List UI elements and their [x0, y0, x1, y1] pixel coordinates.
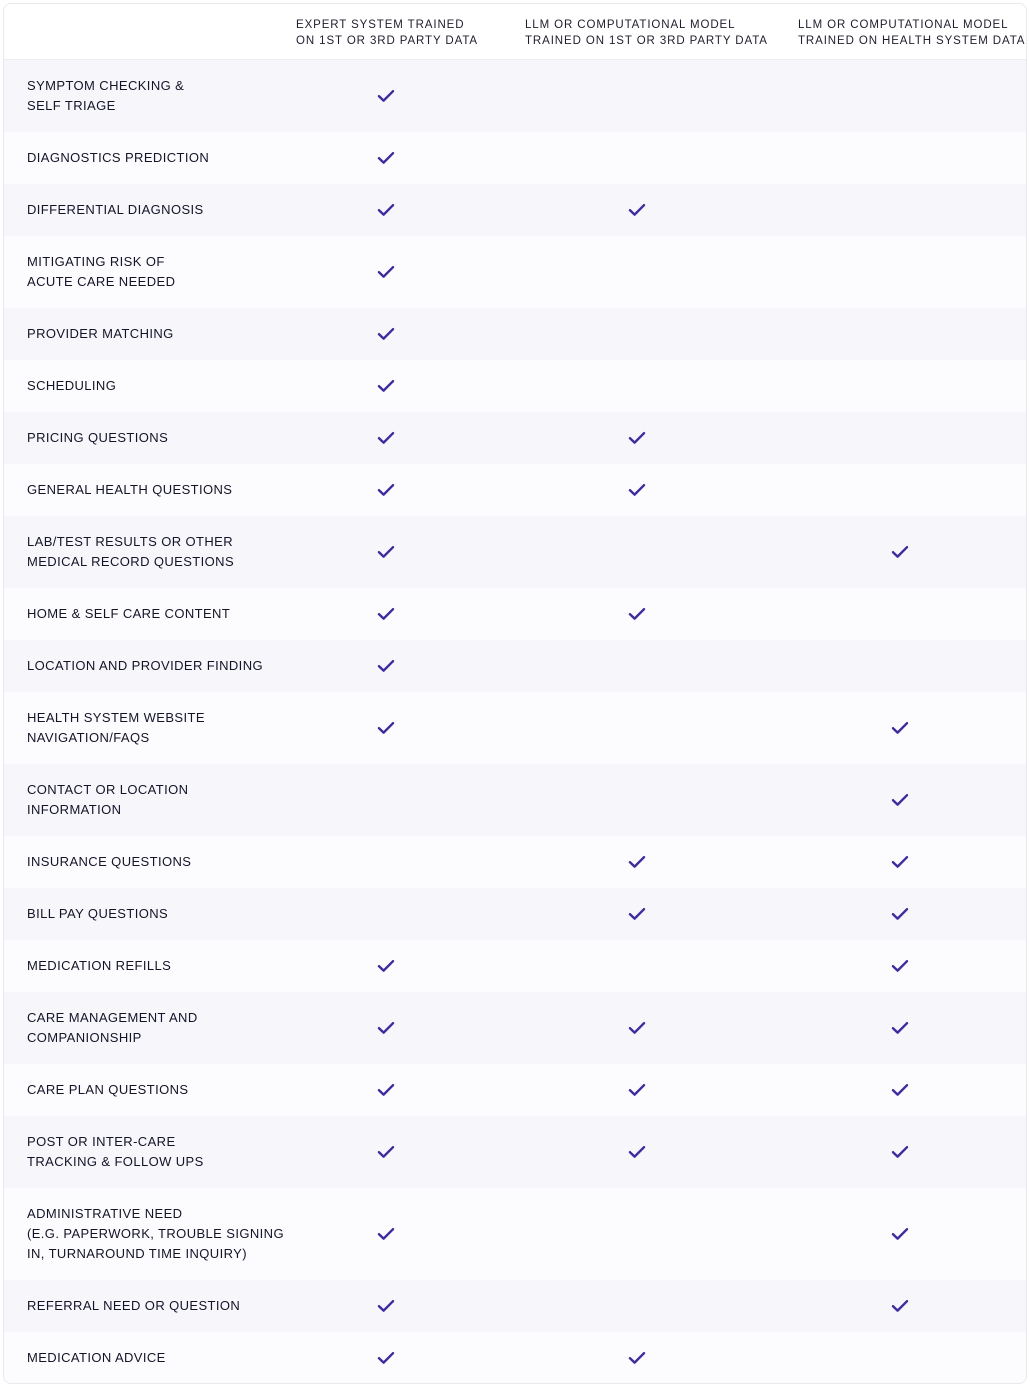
table-header [4, 4, 1026, 60]
table-row [4, 1332, 1026, 1384]
checkmark-icon [377, 959, 395, 973]
table-row [4, 360, 1026, 412]
row-label: MITIGATING RISK OF ACUTE CARE NEEDED [27, 254, 176, 289]
row-label: BILL PAY QUESTIONS [27, 906, 169, 921]
checkmark-icon [377, 327, 395, 341]
checkmark-icon [891, 1227, 909, 1241]
checkmark-icon [628, 1021, 646, 1035]
table-row [4, 1280, 1026, 1332]
row-label: LAB/TEST RESULTS OR OTHER MEDICAL RECORD QUESTIONS [27, 534, 235, 569]
checkmark-icon [891, 1021, 909, 1035]
checkmark-icon [377, 1145, 395, 1159]
table-row [4, 1064, 1026, 1116]
checkmark-icon [377, 545, 395, 559]
checkmark-icon [628, 1351, 646, 1365]
checkmark-icon [628, 907, 646, 921]
row-label: DIAGNOSTICS PREDICTION [27, 150, 210, 165]
table-row [4, 764, 1026, 836]
column-header-llm-health-system: LLM OR COMPUTATIONAL MODEL TRAINED ON HEALTH SYSTEM DATA [798, 19, 1026, 47]
table-row [4, 412, 1026, 464]
table-row [4, 184, 1026, 236]
checkmark-icon [891, 1145, 909, 1159]
checkmark-icon [377, 431, 395, 445]
table-row [4, 1188, 1026, 1280]
row-label: HEALTH SYSTEM WEBSITE NAVIGATION/FAQS [27, 710, 205, 745]
checkmark-icon [628, 483, 646, 497]
row-label: LOCATION AND PROVIDER FINDING [27, 658, 263, 673]
checkmark-icon [891, 793, 909, 807]
row-label: POST OR INTER-CARE TRACKING & FOLLOW UPS [27, 1134, 204, 1169]
row-label: REFERRAL NEED OR QUESTION [27, 1298, 241, 1313]
table-row [4, 940, 1026, 992]
table-row [4, 60, 1026, 132]
table-row [4, 588, 1026, 640]
checkmark-icon [891, 907, 909, 921]
table-row [4, 236, 1026, 308]
checkmark-icon [891, 1299, 909, 1313]
comparison-table [3, 3, 1027, 1384]
table-row [4, 516, 1026, 588]
checkmark-icon [377, 203, 395, 217]
row-label: PROVIDER MATCHING [27, 326, 174, 341]
row-label: INSURANCE QUESTIONS [27, 854, 192, 869]
checkmark-icon [628, 607, 646, 621]
row-label: MEDICATION ADVICE [27, 1350, 166, 1365]
checkmark-icon [377, 151, 395, 165]
row-label: PRICING QUESTIONS [27, 430, 169, 445]
checkmark-icon [891, 855, 909, 869]
table-row [4, 1116, 1026, 1188]
table-body [4, 60, 1026, 1384]
row-label: MEDICATION REFILLS [27, 958, 172, 973]
table-row [4, 640, 1026, 692]
checkmark-icon [377, 89, 395, 103]
table-row [4, 132, 1026, 184]
row-label: GENERAL HEALTH QUESTIONS [27, 482, 233, 497]
checkmark-icon [628, 1083, 646, 1097]
row-label: DIFFERENTIAL DIAGNOSIS [27, 202, 204, 217]
row-label: CONTACT OR LOCATION INFORMATION [27, 782, 189, 817]
table-row [4, 692, 1026, 764]
checkmark-icon [628, 1145, 646, 1159]
row-label: HOME & SELF CARE CONTENT [27, 606, 231, 621]
checkmark-icon [377, 607, 395, 621]
row-label: SCHEDULING [27, 378, 117, 393]
checkmark-icon [377, 379, 395, 393]
table-row [4, 992, 1026, 1064]
column-header-expert-system: EXPERT SYSTEM TRAINED ON 1ST OR 3RD PARTY DATA [296, 19, 478, 47]
checkmark-icon [891, 721, 909, 735]
checkmark-icon [377, 1083, 395, 1097]
table-row [4, 888, 1026, 940]
row-label: CARE MANAGEMENT AND COMPANIONSHIP [27, 1010, 198, 1045]
checkmark-icon [891, 959, 909, 973]
checkmark-icon [377, 265, 395, 279]
table-row [4, 464, 1026, 516]
checkmark-icon [628, 855, 646, 869]
row-label: ADMINISTRATIVE NEED (E.G. PAPERWORK, TROUBLE SIGNING IN, TURNAROUND TIME INQUIRY) [27, 1206, 284, 1261]
checkmark-icon [377, 1351, 395, 1365]
checkmark-icon [377, 1227, 395, 1241]
checkmark-icon [377, 659, 395, 673]
table-row [4, 308, 1026, 360]
checkmark-icon [377, 721, 395, 735]
table-row [4, 836, 1026, 888]
column-header-llm-third-party: LLM OR COMPUTATIONAL MODEL TRAINED ON 1ST OR 3RD PARTY DATA [525, 19, 768, 47]
checkmark-icon [628, 431, 646, 445]
checkmark-icon [891, 1083, 909, 1097]
row-label: SYMPTOM CHECKING & SELF TRIAGE [27, 78, 185, 113]
checkmark-icon [628, 203, 646, 217]
checkmark-icon [377, 483, 395, 497]
checkmark-icon [891, 545, 909, 559]
checkmark-icon [377, 1299, 395, 1313]
row-label: CARE PLAN QUESTIONS [27, 1082, 189, 1097]
checkmark-icon [377, 1021, 395, 1035]
